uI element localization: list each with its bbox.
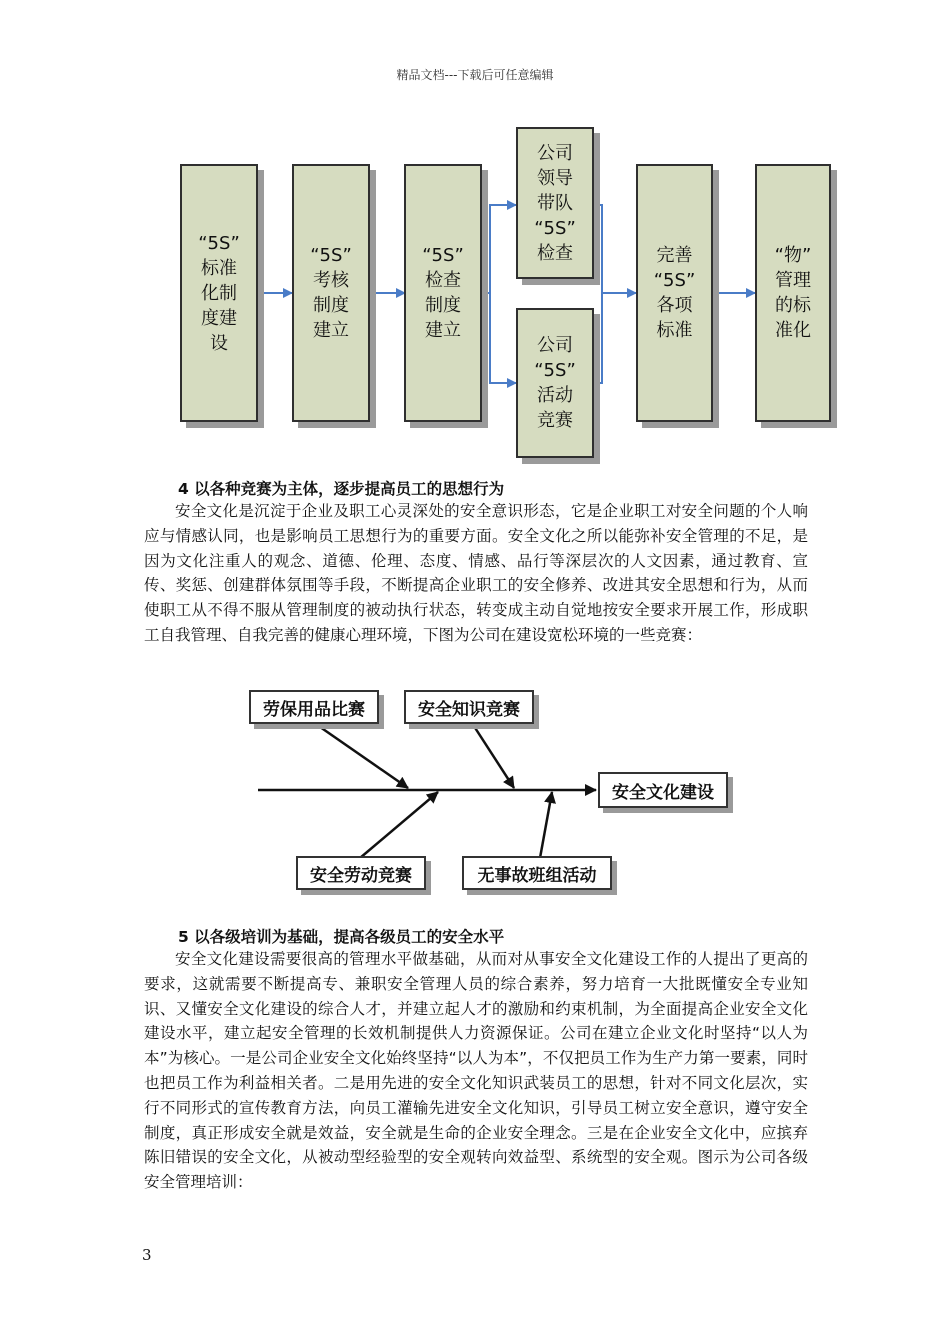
arrow-inspection-split-lower [490,293,516,383]
section-4-paragraph: 安全文化是沉淀于企业及职工心灵深处的安全意识形态，它是企业职工对安全问题的个人响应与情感认同，也是影响员工思想行为的重要方面。安全文化之所以能弥补安全管理的不足，是因为文化注重人的观念、道德、伦理、态度、情感、品行等深层次的人文因素，通过教育、宣传、奖惩、创建群体氛围等手段，不断提高企业职工的安全修养、改进其安全思想和行为，从而使职工从不得不服从管理制度的被动执行状态，转变成主动自觉地按安全要求开展工作，形成职工自我管理、自我完善的健康心理环境，下图为公司在建设宽松环境的一些竞赛： [144,502,808,644]
section-4-heading: 4 以各种竞赛为主体，逐步提高员工的思想行为 [178,480,505,498]
page-number: 3 [142,1246,152,1264]
flow-box-label: 公司 领导 带队 “5S” 检查 [534,142,576,264]
section-5-body [144,947,808,1195]
flow-box-label: “5S” 标准 化制 度建 设 [198,232,240,354]
flow-box-label: “物” 管理 的标 准化 [774,245,812,341]
section-5-paragraph: 安全文化建设需要很高的管理水平做基础，从而对从事安全文化建设工作的人提出了更高的要求，这就需要不断提高专、兼职安全管理人员的综合素养，努力培育一大批既懂安全专业知识、又懂安全文化建设的综合人才，并建立起人才的激励和约束机制，为全面提高企业安全文化建设水平，建立起安全管理的长效机制提供人力资源保证。公司在建立企业文化时坚持“以人为本”为核心。一是公司企业安全文化始终坚持“以人为本”，不仅把员工作为生产力第一要素，同时也把员工作为利益相关者。二是用先进的安全文化知识武装员工的思想，针对不同文化层次，实行不同形式的宣传教育方法，向员工灌输先进安全文化知识，引导员工树立安全意识，遵守安全制度，真正形成安全就是效益，安全就是生命的企业安全理念。三是在企业安全文化中，应摈弃陈旧错误的安全文化，从被动型经验型的安全观转向效益型、系统型的安全观。图示为公司各级安全管理培训： [144,950,808,1192]
bone-top-right [470,720,514,788]
arrow-merge-to-improve [594,205,602,383]
flow-box-label: “5S” 检查 制度 建立 [422,245,464,341]
flow-box-label: 完善 “5S” 各项 标准 [653,245,696,341]
fishbone-item-bottom-left: 安全劳动竞赛 [296,856,426,890]
fishbone-diagram [0,680,950,900]
fishbone-item-bottom-right: 无事故班组活动 [462,856,612,890]
bone-bottom-right [540,792,552,858]
fishbone-item-top-right: 安全知识竞赛 [404,690,534,724]
header-note: 精品文档---下载后可任意编辑 [396,68,554,82]
flow-box-inspection [404,164,482,422]
arrow-inspection-split [482,205,516,293]
flow-box-leadership-check [516,127,594,279]
flow-box-competition [516,308,594,458]
flow-box-material [755,164,831,422]
section-4-body [144,499,808,648]
section-5-heading: 5 以各级培训为基础，提高各级员工的安全水平 [178,928,505,946]
bone-top-left [310,720,408,788]
flow-box-improve [636,164,713,422]
bone-bottom-left [360,792,438,858]
flow-box-standard [180,164,258,422]
fishbone-head: 安全文化建设 [598,772,728,808]
flow-box-assessment [292,164,370,422]
flowchart [0,0,950,440]
fishbone-item-top-left: 劳保用品比赛 [249,690,379,724]
flow-box-label: “5S” 考核 制度 建立 [310,245,352,341]
flow-box-label: 公司 “5S” 活动 竞赛 [534,335,576,431]
